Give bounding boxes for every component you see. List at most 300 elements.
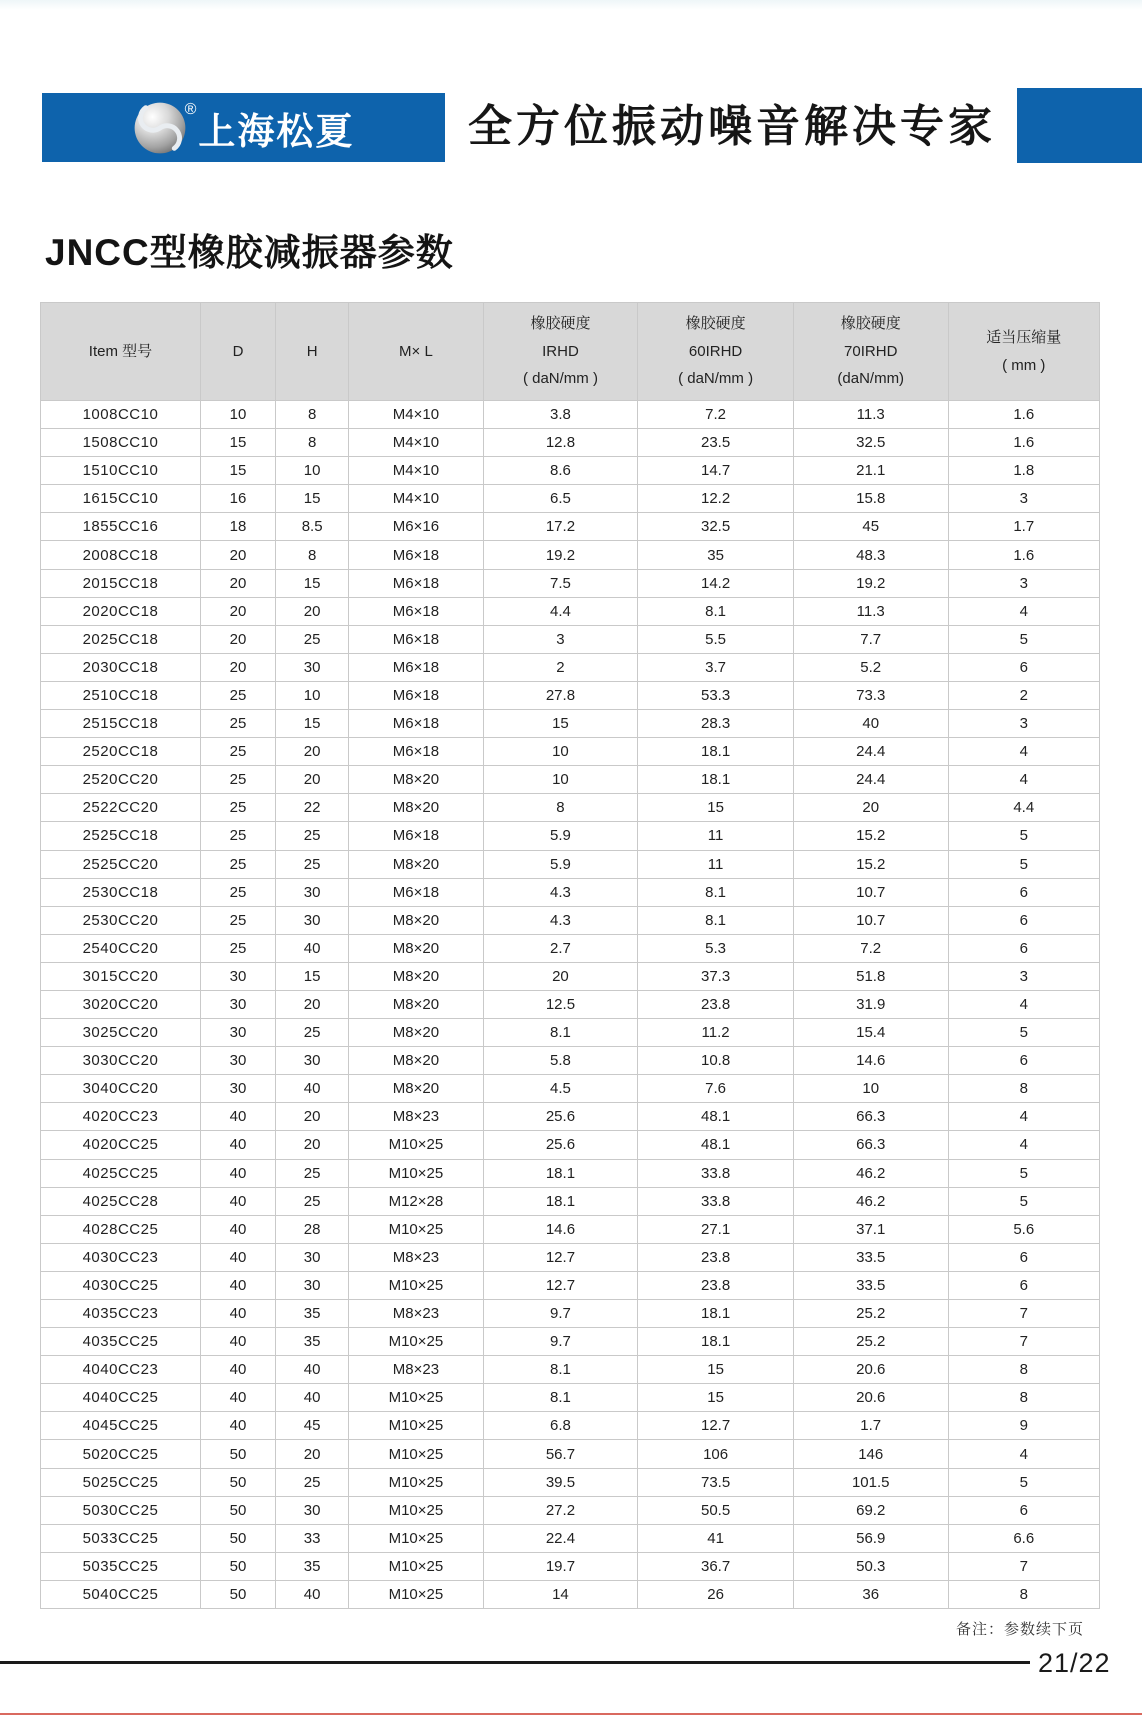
table-cell: 23.8 — [638, 1243, 794, 1271]
table-cell: M6×18 — [349, 569, 483, 597]
table-cell: 4020CC23 — [41, 1103, 201, 1131]
table-cell: 33.5 — [793, 1271, 948, 1299]
table-cell: 4.3 — [483, 878, 638, 906]
table-cell: 36 — [793, 1580, 948, 1608]
table-cell: 46.2 — [793, 1187, 948, 1215]
table-cell: 8 — [276, 401, 349, 429]
table-cell: 50 — [200, 1496, 275, 1524]
header-right-block — [1017, 88, 1142, 163]
table-cell: 50 — [200, 1552, 275, 1580]
table-cell: 6 — [948, 653, 1099, 681]
table-cell: 3 — [948, 962, 1099, 990]
footer-note: 备注：参数续下页 — [955, 1621, 1084, 1638]
table-cell: 3 — [948, 710, 1099, 738]
table-cell: 11.3 — [793, 597, 948, 625]
table-cell: M12×28 — [349, 1187, 483, 1215]
table-cell: M10×25 — [349, 1131, 483, 1159]
table-cell: 53.3 — [638, 681, 794, 709]
table-cell: 33.8 — [638, 1159, 794, 1187]
table-cell: 30 — [276, 1496, 349, 1524]
table-cell: 5.2 — [793, 653, 948, 681]
table-cell: M10×25 — [349, 1468, 483, 1496]
table-cell: 25.2 — [793, 1328, 948, 1356]
table-cell: 2520CC20 — [41, 766, 201, 794]
table-cell: 8.1 — [638, 906, 794, 934]
table-cell: 33 — [276, 1524, 349, 1552]
table-cell: 106 — [638, 1440, 794, 1468]
table-cell: 20 — [200, 597, 275, 625]
table-cell: 5020CC25 — [41, 1440, 201, 1468]
table-cell: 2008CC18 — [41, 541, 201, 569]
table-cell: 27.8 — [483, 681, 638, 709]
table-cell: M6×18 — [349, 625, 483, 653]
table-cell: 20 — [276, 990, 349, 1018]
table-cell: 5035CC25 — [41, 1552, 201, 1580]
table-cell: 25 — [200, 878, 275, 906]
table-cell: 6 — [948, 1047, 1099, 1075]
table-row — [41, 429, 1100, 457]
table-cell: 2 — [483, 653, 638, 681]
table-cell: 4035CC23 — [41, 1300, 201, 1328]
table-cell: 48.3 — [793, 541, 948, 569]
table-cell: 27.1 — [638, 1215, 794, 1243]
table-cell: 14.2 — [638, 569, 794, 597]
table-row — [41, 1131, 1100, 1159]
table-cell: 12.7 — [483, 1271, 638, 1299]
table-cell: 4.3 — [483, 906, 638, 934]
table-cell: M8×20 — [349, 850, 483, 878]
table-cell: 11.2 — [638, 1019, 794, 1047]
table-cell: 7 — [948, 1328, 1099, 1356]
table-cell: 50.3 — [793, 1552, 948, 1580]
table-cell: 146 — [793, 1440, 948, 1468]
table-row — [41, 710, 1100, 738]
table-cell: 16 — [200, 485, 275, 513]
table-cell: 15 — [638, 1356, 794, 1384]
table-cell: 4030CC23 — [41, 1243, 201, 1271]
table-cell: 6.5 — [483, 485, 638, 513]
table-row — [41, 1215, 1100, 1243]
table-cell: 46.2 — [793, 1159, 948, 1187]
table-cell: 4 — [948, 597, 1099, 625]
brand-banner — [42, 93, 445, 162]
table-row — [41, 1300, 1100, 1328]
table-cell: 40 — [200, 1103, 275, 1131]
table-cell: M10×25 — [349, 1580, 483, 1608]
table-row — [41, 1580, 1100, 1608]
table-row — [41, 597, 1100, 625]
table-cell: 4028CC25 — [41, 1215, 201, 1243]
table-row — [41, 794, 1100, 822]
table-cell: 6 — [948, 1496, 1099, 1524]
table-cell: 1.7 — [948, 513, 1099, 541]
table-cell: 45 — [793, 513, 948, 541]
table-cell: 4.5 — [483, 1075, 638, 1103]
table-cell: 25.6 — [483, 1131, 638, 1159]
table-cell: 9 — [948, 1412, 1099, 1440]
table-cell: 19.7 — [483, 1552, 638, 1580]
table-cell: 2515CC18 — [41, 710, 201, 738]
table-cell: 26 — [638, 1580, 794, 1608]
table-row — [41, 1328, 1100, 1356]
table-cell: 40 — [793, 710, 948, 738]
table-cell: 2525CC20 — [41, 850, 201, 878]
table-cell: 20 — [200, 569, 275, 597]
table-cell: 30 — [200, 1047, 275, 1075]
table-cell: 4 — [948, 1440, 1099, 1468]
table-cell: M10×25 — [349, 1384, 483, 1412]
table-cell: 73.3 — [793, 681, 948, 709]
table-cell: 20 — [276, 597, 349, 625]
table-cell: 12.8 — [483, 429, 638, 457]
table-row — [41, 1552, 1100, 1580]
table-cell: 9.7 — [483, 1300, 638, 1328]
table-row — [41, 878, 1100, 906]
table-cell: 50 — [200, 1440, 275, 1468]
table-cell: M6×18 — [349, 541, 483, 569]
page-number: 21/22 — [1038, 1648, 1111, 1678]
table-cell: 8 — [948, 1580, 1099, 1608]
table-cell: 28 — [276, 1215, 349, 1243]
table-cell: 23.8 — [638, 990, 794, 1018]
column-header: 适当压缩量 ( mm ) — [948, 303, 1099, 401]
table-row — [41, 1159, 1100, 1187]
table-cell: 30 — [276, 878, 349, 906]
table-cell: 6 — [948, 1271, 1099, 1299]
table-cell: 7 — [948, 1300, 1099, 1328]
table-cell: 7.2 — [793, 934, 948, 962]
table-cell: 14.6 — [483, 1215, 638, 1243]
table-cell: 40 — [200, 1412, 275, 1440]
table-cell: 7.5 — [483, 569, 638, 597]
table-cell: M6×18 — [349, 597, 483, 625]
table-cell: M8×20 — [349, 766, 483, 794]
table-cell: 11 — [638, 850, 794, 878]
table-cell: 20 — [483, 962, 638, 990]
table-cell: 20 — [276, 1103, 349, 1131]
table-cell: 14.6 — [793, 1047, 948, 1075]
table-cell: 5.6 — [948, 1215, 1099, 1243]
table-cell: M10×25 — [349, 1215, 483, 1243]
table-cell: 5040CC25 — [41, 1580, 201, 1608]
table-cell: 32.5 — [793, 429, 948, 457]
table-cell: M10×25 — [349, 1524, 483, 1552]
table-cell: 5025CC25 — [41, 1468, 201, 1496]
table-row — [41, 513, 1100, 541]
table-cell: 3025CC20 — [41, 1019, 201, 1047]
table-cell: 1.8 — [948, 457, 1099, 485]
table-cell: M8×20 — [349, 906, 483, 934]
table-row — [41, 401, 1100, 429]
table-cell: 14 — [483, 1580, 638, 1608]
table-cell: 2522CC20 — [41, 794, 201, 822]
table-cell: 4040CC23 — [41, 1356, 201, 1384]
table-row — [41, 1243, 1100, 1271]
table-header-row — [41, 303, 1100, 401]
table-cell: 25 — [276, 625, 349, 653]
table-cell: 15.4 — [793, 1019, 948, 1047]
table-cell: 12.2 — [638, 485, 794, 513]
table-row — [41, 766, 1100, 794]
table-cell: 24.4 — [793, 766, 948, 794]
table-cell: 10.8 — [638, 1047, 794, 1075]
table-cell: 51.8 — [793, 962, 948, 990]
table-cell: 40 — [200, 1384, 275, 1412]
table-cell: 6.8 — [483, 1412, 638, 1440]
table-cell: 4025CC28 — [41, 1187, 201, 1215]
table-cell: 25 — [276, 1187, 349, 1215]
table-cell: 2 — [948, 681, 1099, 709]
table-cell: M10×25 — [349, 1412, 483, 1440]
table-cell: M6×18 — [349, 822, 483, 850]
table-cell: 18.1 — [638, 1300, 794, 1328]
table-cell: 2.7 — [483, 934, 638, 962]
table-cell: 41 — [638, 1524, 794, 1552]
table-row — [41, 990, 1100, 1018]
table-cell: M8×23 — [349, 1356, 483, 1384]
table-cell: 39.5 — [483, 1468, 638, 1496]
table-cell: 25 — [200, 738, 275, 766]
table-row — [41, 1187, 1100, 1215]
table-row — [41, 1524, 1100, 1552]
table-cell: 35 — [638, 541, 794, 569]
table-cell: 3020CC20 — [41, 990, 201, 1018]
table-cell: 7.7 — [793, 625, 948, 653]
table-cell: 3.8 — [483, 401, 638, 429]
table-cell: 30 — [276, 653, 349, 681]
table-row — [41, 1356, 1100, 1384]
table-cell: 18.1 — [638, 738, 794, 766]
table-cell: 101.5 — [793, 1468, 948, 1496]
table-row — [41, 485, 1100, 513]
table-cell: 8 — [948, 1356, 1099, 1384]
table-cell: M6×18 — [349, 653, 483, 681]
table-row — [41, 1019, 1100, 1047]
table-cell: M8×23 — [349, 1103, 483, 1131]
table-cell: 40 — [200, 1328, 275, 1356]
table-cell: M6×16 — [349, 513, 483, 541]
table-cell: 2020CC18 — [41, 597, 201, 625]
table-cell: 5.9 — [483, 822, 638, 850]
table-cell: 40 — [200, 1243, 275, 1271]
table-cell: 3030CC20 — [41, 1047, 201, 1075]
table-cell: 33.5 — [793, 1243, 948, 1271]
table-cell: 25 — [276, 850, 349, 878]
table-cell: 1510CC10 — [41, 457, 201, 485]
table-cell: 40 — [200, 1159, 275, 1187]
table-cell: 2025CC18 — [41, 625, 201, 653]
table-cell: 4 — [948, 1103, 1099, 1131]
parameters-table — [40, 302, 1100, 1609]
table-cell: 4 — [948, 738, 1099, 766]
table-cell: 18.1 — [483, 1187, 638, 1215]
table-cell: 3 — [483, 625, 638, 653]
table-cell: 18.1 — [638, 766, 794, 794]
table-cell: 19.2 — [483, 541, 638, 569]
table-cell: 18.1 — [483, 1159, 638, 1187]
table-row — [41, 1440, 1100, 1468]
table-cell: 4040CC25 — [41, 1384, 201, 1412]
table-cell: 32.5 — [638, 513, 794, 541]
table-cell: 1.6 — [948, 541, 1099, 569]
table-cell: 8.6 — [483, 457, 638, 485]
table-cell: 8.1 — [638, 878, 794, 906]
table-cell: 4 — [948, 990, 1099, 1018]
column-header: M× L — [349, 303, 483, 401]
table-cell: M10×25 — [349, 1496, 483, 1524]
top-fade-band — [0, 0, 1142, 10]
table-row — [41, 822, 1100, 850]
table-cell: M8×20 — [349, 990, 483, 1018]
table-cell: 4025CC25 — [41, 1159, 201, 1187]
table-cell: 23.5 — [638, 429, 794, 457]
table-cell: 10 — [276, 681, 349, 709]
table-cell: 5.5 — [638, 625, 794, 653]
table-cell: 40 — [276, 1356, 349, 1384]
table-cell: M8×23 — [349, 1243, 483, 1271]
table-cell: 10 — [200, 401, 275, 429]
table-cell: M10×25 — [349, 1440, 483, 1468]
table-row — [41, 1075, 1100, 1103]
table-cell: 15 — [200, 429, 275, 457]
column-header: D — [200, 303, 275, 401]
column-header: 橡胶硬度 70IRHD (daN/mm) — [793, 303, 948, 401]
table-cell: 30 — [200, 962, 275, 990]
table-head — [41, 303, 1100, 401]
table-cell: M4×10 — [349, 401, 483, 429]
footer-rule — [0, 1661, 1030, 1664]
table-cell: 40 — [276, 1384, 349, 1412]
table-cell: 2015CC18 — [41, 569, 201, 597]
table-cell: 18 — [200, 513, 275, 541]
table-cell: 8.1 — [638, 597, 794, 625]
table-cell: 20 — [200, 653, 275, 681]
table-cell: 8 — [948, 1384, 1099, 1412]
table-cell: 4.4 — [483, 597, 638, 625]
table-cell: 35 — [276, 1328, 349, 1356]
table-cell: 8.1 — [483, 1384, 638, 1412]
table-cell: 66.3 — [793, 1103, 948, 1131]
table-cell: 15 — [276, 710, 349, 738]
table-cell: 40 — [276, 934, 349, 962]
table-cell: 30 — [200, 990, 275, 1018]
table-cell: M8×20 — [349, 1019, 483, 1047]
table-cell: 10 — [276, 457, 349, 485]
table-cell: 10 — [483, 766, 638, 794]
table-row — [41, 850, 1100, 878]
table-cell: 3015CC20 — [41, 962, 201, 990]
table-cell: 69.2 — [793, 1496, 948, 1524]
table-row — [41, 962, 1100, 990]
table-cell: 5033CC25 — [41, 1524, 201, 1552]
table-row — [41, 681, 1100, 709]
table-cell: 25 — [276, 822, 349, 850]
table-cell: 15 — [483, 710, 638, 738]
table-cell: 5.3 — [638, 934, 794, 962]
table-cell: 50.5 — [638, 1496, 794, 1524]
table-cell: M8×20 — [349, 934, 483, 962]
table-cell: 1.7 — [793, 1412, 948, 1440]
table-row — [41, 1412, 1100, 1440]
table-row — [41, 1496, 1100, 1524]
table-cell: 1008CC10 — [41, 401, 201, 429]
table-cell: 5.8 — [483, 1047, 638, 1075]
table-cell: 2540CC20 — [41, 934, 201, 962]
table-cell: 7.2 — [638, 401, 794, 429]
table-cell: 6 — [948, 878, 1099, 906]
table-cell: 1855CC16 — [41, 513, 201, 541]
table-cell: 33.8 — [638, 1187, 794, 1215]
table-cell: M4×10 — [349, 457, 483, 485]
table-cell: M6×18 — [349, 878, 483, 906]
table-cell: 15 — [638, 1384, 794, 1412]
table-cell: 3 — [948, 485, 1099, 513]
table-cell: 7.6 — [638, 1075, 794, 1103]
table-cell: 25.2 — [793, 1300, 948, 1328]
table-cell: 4 — [948, 1131, 1099, 1159]
table-cell: 5 — [948, 850, 1099, 878]
table-cell: 25 — [276, 1159, 349, 1187]
brand-name: 上海松夏 — [198, 110, 355, 152]
table-cell: 1615CC10 — [41, 485, 201, 513]
table-cell: 31.9 — [793, 990, 948, 1018]
table-cell: 4 — [948, 766, 1099, 794]
table-cell: 15.2 — [793, 822, 948, 850]
table-cell: 50 — [200, 1468, 275, 1496]
table-cell: 22.4 — [483, 1524, 638, 1552]
table-cell: 21.1 — [793, 457, 948, 485]
table-row — [41, 1384, 1100, 1412]
table-cell: M4×10 — [349, 485, 483, 513]
table-cell: 48.1 — [638, 1131, 794, 1159]
table-cell: 10 — [483, 738, 638, 766]
table-cell: 2530CC18 — [41, 878, 201, 906]
table-cell: 50 — [200, 1524, 275, 1552]
parameters-table-wrap — [40, 302, 1100, 1609]
table-row — [41, 1103, 1100, 1131]
table-cell: 3040CC20 — [41, 1075, 201, 1103]
table-cell: 5 — [948, 625, 1099, 653]
table-cell: 40 — [276, 1075, 349, 1103]
table-cell: 28.3 — [638, 710, 794, 738]
table-cell: 25.6 — [483, 1103, 638, 1131]
table-cell: 8 — [276, 541, 349, 569]
table-cell: 36.7 — [638, 1552, 794, 1580]
table-cell: 56.7 — [483, 1440, 638, 1468]
table-cell: 15 — [200, 457, 275, 485]
table-cell: 2030CC18 — [41, 653, 201, 681]
table-cell: 20 — [276, 766, 349, 794]
registered-trademark-icon: ® — [184, 100, 197, 118]
table-cell: 10.7 — [793, 878, 948, 906]
table-cell: 25 — [200, 794, 275, 822]
table-cell: 5.9 — [483, 850, 638, 878]
table-cell: M8×20 — [349, 962, 483, 990]
table-cell: 20 — [793, 794, 948, 822]
table-cell: 4.4 — [948, 794, 1099, 822]
table-cell: 5 — [948, 822, 1099, 850]
table-row — [41, 653, 1100, 681]
section-title: JNCC型橡胶减振器参数 — [45, 232, 454, 273]
table-cell: 20.6 — [793, 1384, 948, 1412]
table-cell: 12.7 — [638, 1412, 794, 1440]
table-body — [41, 401, 1100, 1609]
table-cell: 24.4 — [793, 738, 948, 766]
table-cell: 37.1 — [793, 1215, 948, 1243]
table-cell: M10×25 — [349, 1552, 483, 1580]
table-cell: 3 — [948, 569, 1099, 597]
table-row — [41, 1047, 1100, 1075]
